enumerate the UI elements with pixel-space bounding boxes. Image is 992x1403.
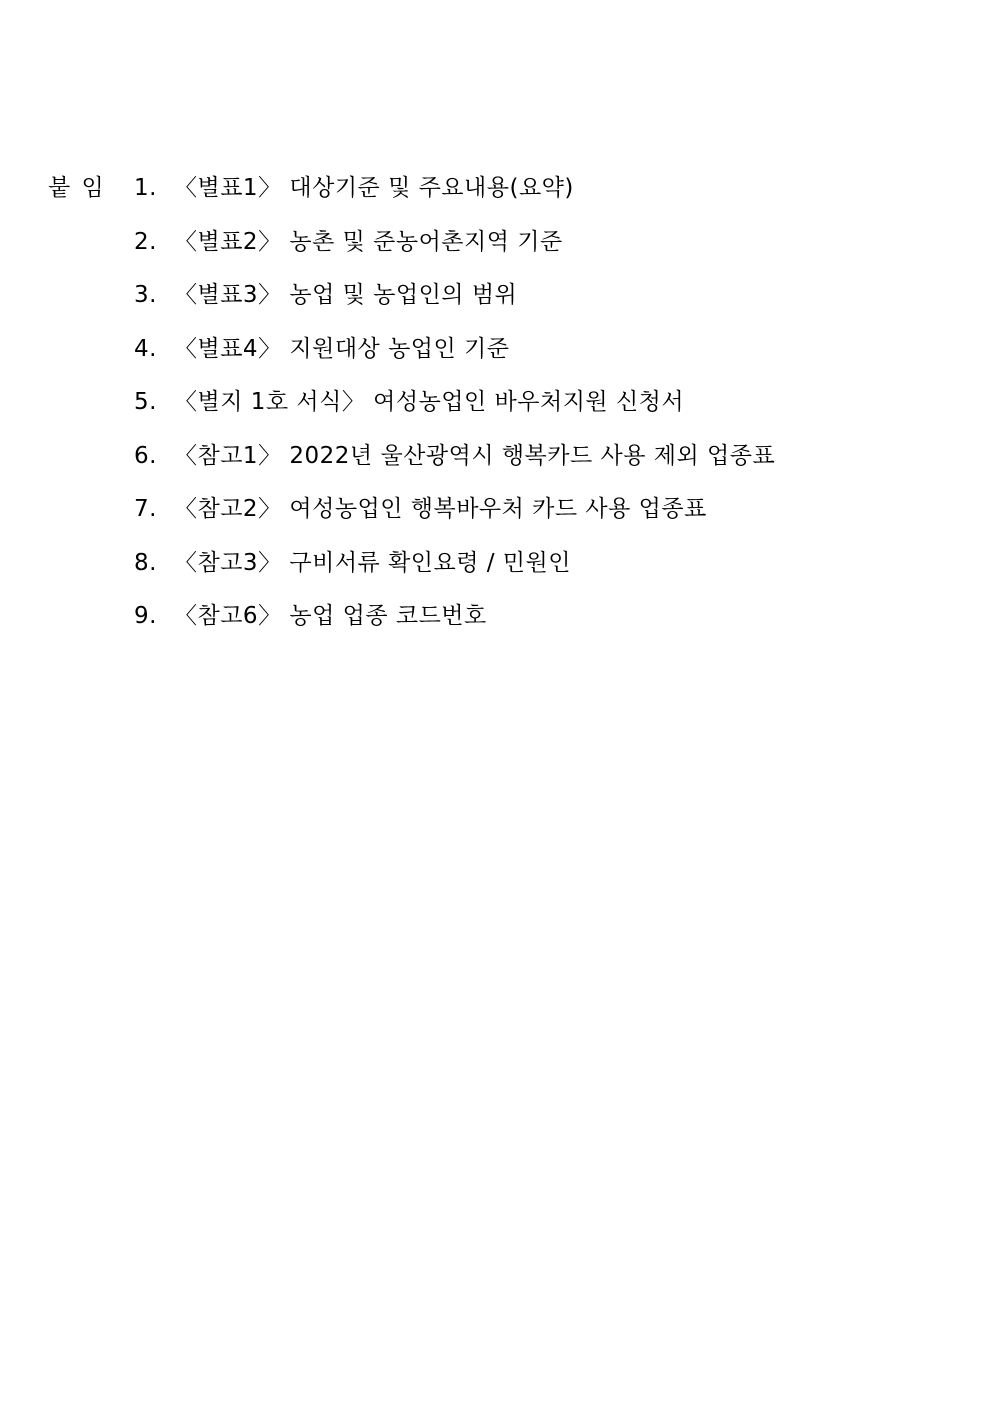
item-text: 〈참고3〉 구비서류 확인요령 / 민원인: [174, 549, 571, 576]
item-number: 9.: [134, 603, 157, 629]
item-number: 1.: [134, 175, 157, 201]
attachment-item: [134, 596, 775, 650]
item-text: 〈참고1〉 2022년 울산광역시 행복카드 사용 제외 업종표: [174, 442, 776, 469]
item-number: 7.: [134, 496, 157, 522]
item-text: 〈참고6〉 농업 업종 코드번호: [174, 603, 487, 629]
attachment-item: [134, 275, 775, 329]
item-text: 〈별표2〉 농촌 및 준농어촌지역 기준: [174, 228, 563, 255]
attachment-list: [134, 168, 775, 650]
item-text: 〈별표4〉 지원대상 농업인 기준: [174, 335, 510, 362]
item-number: 2.: [134, 228, 157, 255]
item-number: 6.: [134, 442, 157, 469]
item-number: 3.: [134, 282, 157, 308]
item-text: 〈별표1〉 대상기준 및 주요내용(요약): [174, 175, 574, 201]
attachment-item: [134, 436, 775, 490]
item-number: 4.: [134, 335, 157, 362]
attachment-item: [134, 382, 775, 436]
attachment-item: [134, 543, 775, 597]
attachment-item: [134, 168, 775, 222]
attachment-item: [134, 222, 775, 276]
attachment-label: 붙 임: [48, 175, 106, 201]
attachment-item: [134, 489, 775, 543]
attachment-item: [134, 329, 775, 383]
item-number: 5.: [134, 389, 157, 415]
item-text: 〈참고2〉 여성농업인 행복바우처 카드 사용 업종표: [174, 496, 707, 522]
item-text: 〈별지 1호 서식〉 여성농업인 바우처지원 신청서: [174, 389, 685, 415]
item-number: 8.: [134, 549, 157, 576]
item-text: 〈별표3〉 농업 및 농업인의 범위: [174, 282, 518, 308]
